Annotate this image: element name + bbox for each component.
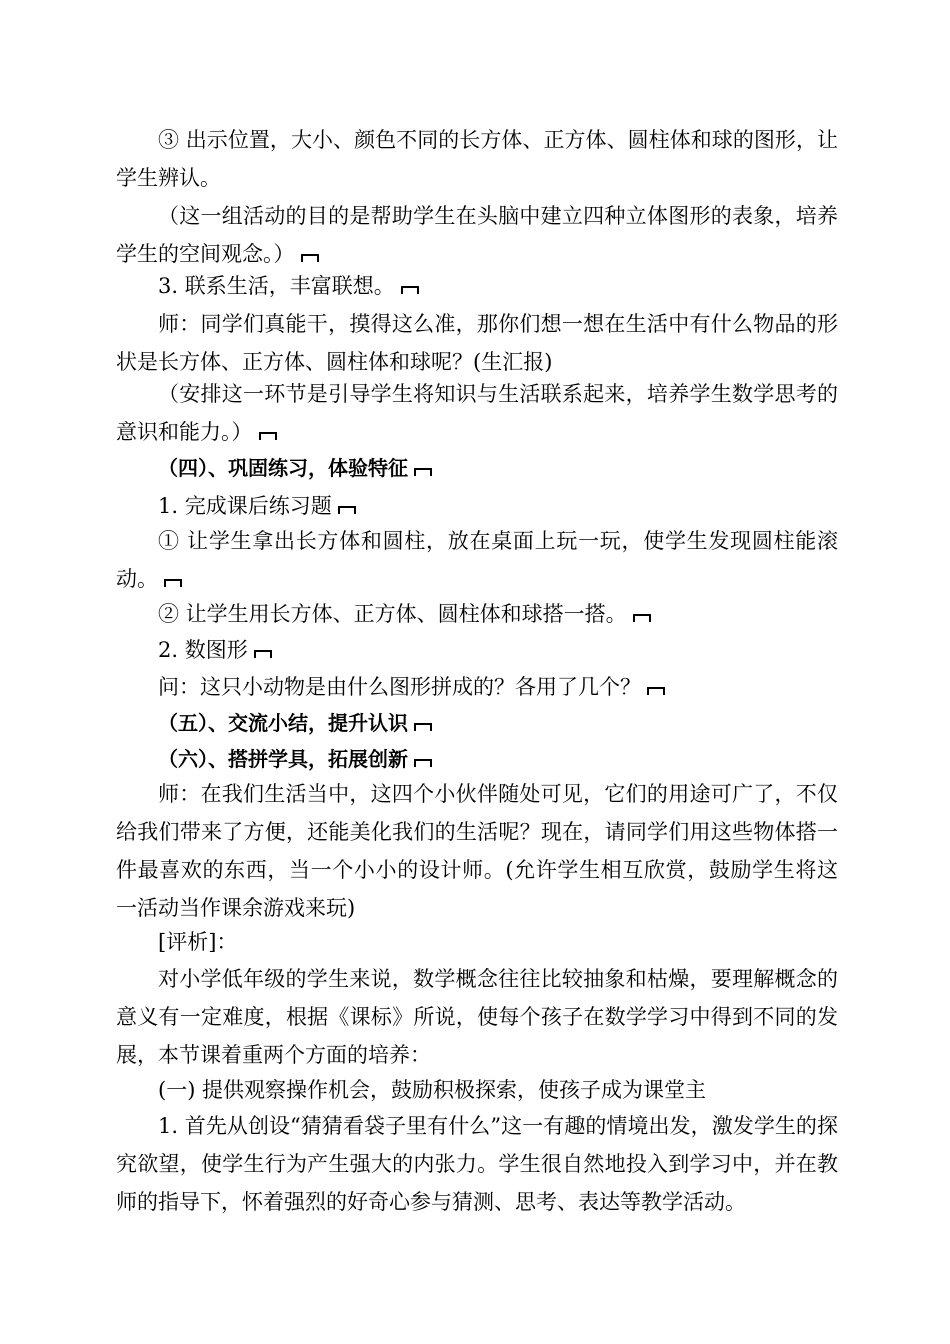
section-heading-5: [116, 704, 838, 742]
paragraph-text: (一) 提供观察操作机会，鼓励积极探索，使孩子成为课堂主: [158, 1078, 707, 1102]
heading-text: （六）、搭拼学具，拓展创新: [158, 747, 408, 771]
paragraph-text: 问：这只小动物是由什么图形拼成的？各用了几个？: [158, 675, 641, 699]
heading-text: （五）、交流小结，提升认识: [158, 711, 408, 735]
paragraph-count-shapes: [116, 631, 838, 669]
paragraph-text: ① 让学生拿出长方体和圆柱，放在桌面上玩一玩，使学生发现圆柱能滚动。: [116, 529, 838, 591]
paragraph-text: 2. 数图形: [158, 638, 248, 662]
heading-text: （四）、巩固练习，体验特征: [158, 456, 408, 480]
paragraph-teacher-question: [116, 305, 838, 381]
paragraph-step-3: [116, 267, 838, 305]
paragraph-text: 1. 首先从创设“猜猜看袋子里有什么”这一有趣的情境出发，激发学生的探究欲望，使学生行为产生强大的内张力。学生很自然地投入到学习中，并在教师的指导下，怀着强烈的好奇心参与猜测、思考、表达等教学活动。: [116, 1114, 838, 1214]
paragraph-mark-icon: [338, 506, 356, 514]
paragraph-analysis-title: [116, 923, 838, 961]
paragraph-text: （这一组活动的目的是帮助学生在头脑中建立四种立体图形的表象，培养学生的空间观念。）: [116, 204, 838, 266]
section-heading-4: [116, 449, 838, 487]
paragraph-text: 3. 联系生活，丰富联想。: [158, 274, 395, 298]
paragraph-text: ③ 出示位置，大小、颜色不同的长方体、正方体、圆柱体和球的图形，让学生辨认。: [116, 128, 838, 190]
paragraph-text: 1. 完成课后练习题: [158, 494, 332, 518]
paragraph-analysis-body: [116, 960, 838, 1074]
paragraph-build-shapes: [116, 595, 838, 633]
paragraph-roll-cylinder: [116, 522, 838, 598]
paragraph-link-life: [116, 375, 838, 451]
paragraph-text: 师：在我们生活当中，这四个小伙伴随处可见，它们的用途可广了，不仅给我们带来了方便，还能美化我们的生活呢？现在，请同学们用这些物体搭一件最喜欢的东西，当一个小小的设计师。(允许学生相互欣赏，鼓励学生将这一活动当作课余游戏来玩): [116, 782, 838, 920]
paragraph-mark-icon: [414, 468, 432, 476]
paragraph-mark-icon: [164, 579, 182, 587]
paragraph-mark-icon: [401, 286, 419, 294]
paragraph-text: [评析]：: [158, 930, 238, 954]
paragraph-mark-icon: [254, 650, 272, 658]
paragraph-mark-icon: [633, 614, 651, 622]
paragraph-shape-display: [116, 121, 838, 197]
paragraph-text: 对小学低年级的学生来说，数学概念往往比较抽象和枯燥，要理解概念的意义有一定难度，根据《课标》所说，使每个孩子在数学学习中得到不同的发展，本节课着重两个方面的培养：: [116, 967, 838, 1067]
paragraph-mark-icon: [414, 759, 432, 767]
paragraph-text: ② 让学生用长方体、正方体、圆柱体和球搭一搭。: [158, 602, 627, 626]
paragraph-exercise-1: [116, 487, 838, 525]
paragraph-mark-icon: [414, 723, 432, 731]
paragraph-subheading-1: [116, 1071, 838, 1109]
paragraph-activity-purpose: [116, 197, 838, 273]
paragraph-text: 师：同学们真能干，摸得这么准，那你们想一想在生活中有什么物品的形状是长方体、正方体、圆柱体和球呢？(生汇报): [116, 312, 838, 374]
paragraph-mark-icon: [259, 432, 277, 440]
paragraph-mark-icon: [301, 254, 319, 262]
paragraph-animal-question: [116, 668, 838, 706]
section-heading-6: [116, 740, 838, 778]
paragraph-teacher-design: [116, 775, 838, 927]
paragraph-mark-icon: [647, 687, 665, 695]
paragraph-text: （安排这一环节是引导学生将知识与生活联系起来，培养学生数学思考的意识和能力。）: [116, 382, 838, 444]
paragraph-analysis-point-1: [116, 1107, 838, 1221]
